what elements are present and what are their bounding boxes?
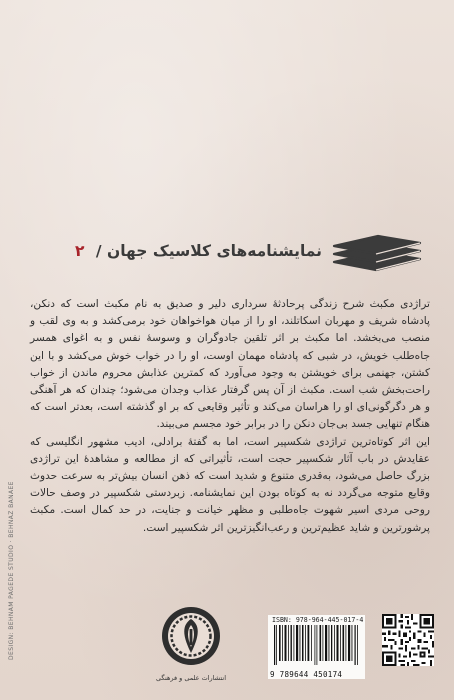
books-stack-icon <box>330 228 424 276</box>
qr-code-icon <box>382 614 434 666</box>
isbn-label: ISBN: 978-964-445-017-4 <box>272 616 364 624</box>
synopsis-paragraph-2: این اثر کوتاه‌ترین تراژدی شکسپیر است، اما به گفتهٔ برادلی، ادیب مشهور انگلیسی که عقایدش در باب آثار شکسپیر حجت است، تأثیراتی که از مطالعه و مشاهدهٔ این تراژدی بزرگ حاصل می‌شود، به‌قدری متنوع و شدید است که ذهن انسان بیش‌تر به سرعت حدوث وقایع متوجه می‌گردد نه به کوتاه بودن این نمایشنامه. زبردستی شکسپیر در وصف حالات روحی مردی اسیر شهوت جاه‌طلبی و مظهر خیانت و جنایت، در حد کمال است. مکبث پرشورترین و شاید عظیم‌ترین و رعب‌انگیزترین اثر شکسپیر است. <box>30 435 430 534</box>
publisher-emblem-icon <box>160 605 222 667</box>
synopsis-text <box>30 296 430 537</box>
barcode-icon <box>272 625 361 669</box>
series-separator: / <box>95 242 102 260</box>
series-header <box>0 228 454 278</box>
design-credit: DESIGN: BEHNAM PAGEDE STUDIO · BEHNAZ BANAEE <box>8 481 15 660</box>
publisher-name: انتشارات علمی و فرهنگی <box>155 674 227 682</box>
series-title <box>71 242 322 260</box>
isbn-barcode <box>268 615 365 679</box>
barcode-digits: 9 789644 450174 <box>270 670 343 679</box>
series-volume-number: ۲ <box>75 242 85 260</box>
synopsis-paragraph-1: تراژدی مکبث شرح زندگی پرحادثهٔ سرداری دلیر و صدیق به نام مکبث است که دنکن، پادشاه شریف و مهربان اسکاتلند، او را از میان هواخواهان خود برمی‌کشد و به وی لقب و منصب می‌بخشد. اما مکبث بر اثر تلقین جادوگران و وسوسهٔ نفس و به اغوای همسر جاه‌طلب خویش، در شبی که پادشاه مهمان اوست، او را در خواب خوش می‌کشد و با این کشتن، جهنمی برای خویشتن به وجود می‌آورد که کمترین عذابش محروم ماندن از خواب راحت‌بخش شب است. مکبث از آن پس گرفتار عذاب وجدان می‌شود؛ چندان که هر آهنگی و هر دگرگونی‌ای او را هراسان می‌کند و تأثیر وقایعی که بر او گذشته است، بعدتر است که هنگام تنهایی جسد بی‌جان دنکن را در برابر خود مجسم می‌بیند. <box>30 298 430 431</box>
series-name: نمایشنامه‌های کلاسیک جهان <box>106 242 322 260</box>
